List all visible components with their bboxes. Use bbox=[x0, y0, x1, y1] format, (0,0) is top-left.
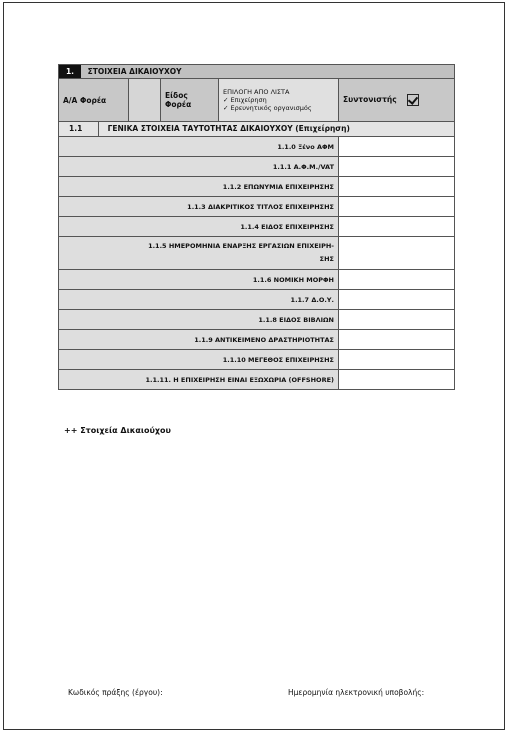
field-label: 1.1.6 ΝΟΜΙΚΗ ΜΟΡΦΗ bbox=[59, 270, 339, 290]
list-dropdown[interactable] bbox=[219, 79, 339, 122]
field-label: 1.1.4 ΕΙΔΟΣ ΕΠΙΧΕΙΡΗΣΗΣ bbox=[59, 217, 339, 237]
submission-date-label: Ημερομηνία ηλεκτρονική υποβολής: bbox=[288, 688, 425, 697]
field-value[interactable] bbox=[339, 330, 455, 350]
field-value[interactable] bbox=[339, 237, 455, 270]
field-label bbox=[59, 237, 339, 270]
table-row bbox=[59, 177, 455, 197]
field-label: 1.1.3 ΔΙΑΚΡΙΤΙΚΟΣ ΤΙΤΛΟΣ ΕΠΙΧΕΙΡΗΣΗΣ bbox=[59, 197, 339, 217]
table-row bbox=[59, 290, 455, 310]
beneficiary-form bbox=[58, 64, 454, 390]
field-label: 1.1.10 ΜΕΓΕΘΟΣ ΕΠΙΧΕΙΡΗΣΗΣ bbox=[59, 350, 339, 370]
field-label-line1: 1.1.5 ΗΜΕΡΟΜΗΝΙΑ ΕΝΑΡΞΗΣ ΕΡΓΑΣΙΩΝ ΕΠΙΧΕΙΡΗ- bbox=[148, 242, 334, 250]
table-row bbox=[59, 137, 455, 157]
field-value[interactable] bbox=[339, 217, 455, 237]
section-number: 1. bbox=[59, 65, 81, 78]
field-label: 1.1.11. Η ΕΠΙΧΕΙΡΗΣΗ ΕΙΝΑΙ ΕΞΩΧΩΡΙΑ (OFFSHORE) bbox=[59, 370, 339, 390]
header-row bbox=[59, 79, 455, 122]
table-row bbox=[59, 157, 455, 177]
list-option-business: ✓ Επιχείρηση bbox=[223, 96, 267, 104]
type-label-line1: Είδος bbox=[165, 91, 188, 100]
field-label: 1.1.2 ΕΠΩΝΥΜΙΑ ΕΠΙΧΕΙΡΗΣΗΣ bbox=[59, 177, 339, 197]
field-value[interactable] bbox=[339, 157, 455, 177]
field-label-line2: ΣΗΣ bbox=[319, 255, 334, 263]
project-code-label: Κωδικός πράξης (έργου): bbox=[68, 688, 163, 697]
table-row bbox=[59, 237, 455, 270]
coordinator-cell bbox=[339, 79, 455, 122]
type-label bbox=[161, 79, 219, 122]
aa-label: Α/Α Φορέα bbox=[59, 79, 129, 122]
beneficiary-note: ++ Στοιχεία Δικαιούχου bbox=[64, 426, 171, 435]
field-value[interactable] bbox=[339, 350, 455, 370]
field-label: 1.1.8 ΕΙΔΟΣ ΒΙΒΛΙΩΝ bbox=[59, 310, 339, 330]
table-row bbox=[59, 217, 455, 237]
field-value[interactable] bbox=[339, 310, 455, 330]
subsection-header-row bbox=[59, 122, 455, 137]
section-title: ΣΤΟΙΧΕΙΑ ΔΙΚΑΙΟΥΧΟΥ bbox=[87, 67, 182, 76]
table-row bbox=[59, 350, 455, 370]
field-label: 1.1.7 Δ.Ο.Υ. bbox=[59, 290, 339, 310]
table-row bbox=[59, 330, 455, 350]
field-value[interactable] bbox=[339, 137, 455, 157]
table-row bbox=[59, 270, 455, 290]
field-label: 1.1.9 ΑΝΤΙΚΕΙΜΕΝΟ ΔΡΑΣΤΗΡΙΟΤΗΤΑΣ bbox=[59, 330, 339, 350]
subsection-number: 1.1 bbox=[59, 122, 99, 136]
table-row bbox=[59, 370, 455, 390]
aa-value-cell[interactable] bbox=[129, 79, 161, 122]
table-row bbox=[59, 310, 455, 330]
list-option-research: ✓ Ερευνητικός οργανισμός bbox=[223, 104, 312, 112]
list-title: ΕΠΙΛΟΓΗ ΑΠΟ ΛΙΣΤΑ bbox=[223, 88, 290, 96]
type-label-line2: Φορέα bbox=[165, 100, 192, 109]
subsection-title: ΓΕΝΙΚΑ ΣΤΟΙΧΕΙΑ ΤΑΥΤΟΤΗΤΑΣ ΔΙΚΑΙΟΥΧΟΥ (Επιχείρηση) bbox=[107, 124, 350, 133]
field-value[interactable] bbox=[339, 177, 455, 197]
field-label: 1.1.0 Ξένο ΑΦΜ bbox=[59, 137, 339, 157]
field-value[interactable] bbox=[339, 290, 455, 310]
coordinator-label: Συντονιστής bbox=[343, 95, 397, 104]
field-label: 1.1.1 Α.Φ.Μ./VAT bbox=[59, 157, 339, 177]
field-value[interactable] bbox=[339, 197, 455, 217]
beneficiary-table bbox=[58, 64, 455, 390]
coordinator-checkbox-icon[interactable] bbox=[407, 94, 419, 106]
field-value[interactable] bbox=[339, 370, 455, 390]
section-header-row bbox=[59, 65, 455, 79]
field-value[interactable] bbox=[339, 270, 455, 290]
table-row bbox=[59, 197, 455, 217]
